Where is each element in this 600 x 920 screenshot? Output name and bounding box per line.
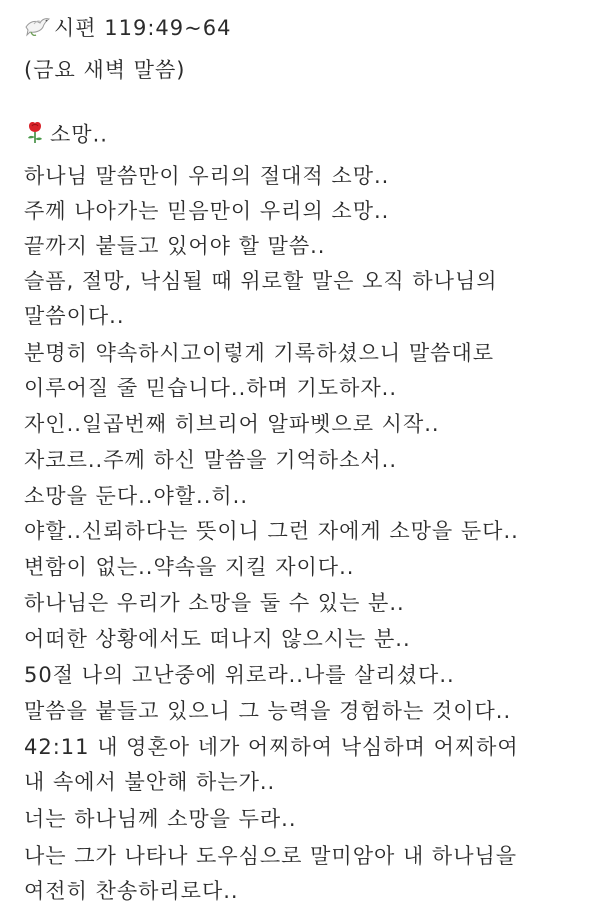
text-line: 어떠한 상황에서도 떠나지 않으시는 분..	[24, 627, 411, 651]
text-line: 주께 나아가는 믿음만이 우리의 소망..	[24, 199, 390, 223]
text-line: 50절 나의 고난중에 위로라..나를 살리셨다..	[24, 663, 455, 687]
text-line: 나는 그가 나타나 도우심으로 말미암아 내 하나님을	[24, 844, 518, 868]
page-title: 시편 119:49~64	[54, 16, 232, 40]
text-line: 슬픔, 절망, 낙심될 때 위로할 말은 오직 하나님의	[24, 269, 498, 293]
text-line: 이루어질 줄 믿습니다..하며 기도하자..	[24, 376, 398, 400]
text-line: 여전히 찬송하리로다..	[24, 879, 239, 903]
text-line: 말씀이다..	[24, 304, 125, 328]
text-line: 자인..일곱번째 히브리어 알파벳으로 시작..	[24, 412, 440, 436]
text-line: 너는 하나님께 소망을 두라..	[24, 807, 297, 831]
text-line: 소망을 둔다..야할..히..	[24, 484, 249, 508]
header-title-line	[24, 14, 231, 44]
text-line: 말씀을 붙들고 있으니 그 능력을 경험하는 것이다..	[24, 699, 512, 723]
section-title: 소망..	[50, 122, 108, 147]
rose-icon	[24, 120, 46, 151]
text-line: 변함이 없는..약속을 지킬 자이다..	[24, 555, 355, 579]
text-line: 끝까지 붙들고 있어야 할 말씀..	[24, 234, 326, 258]
text-line: 야할..신뢰하다는 뜻이니 그런 자에게 소망을 둔다..	[24, 519, 519, 543]
section-title-line	[24, 120, 108, 151]
text-line: 분명히 약속하시고이렇게 기록하셨으니 말씀대로	[24, 341, 495, 365]
dove-icon	[24, 15, 50, 44]
page-subtitle: (금요 새벽 말씀)	[24, 58, 186, 82]
text-line: 하나님은 우리가 소망을 둘 수 있는 분..	[24, 591, 405, 615]
text-line: 내 속에서 불안해 하는가..	[24, 770, 276, 794]
text-line: 하나님 말씀만이 우리의 절대적 소망..	[24, 164, 390, 188]
text-line: 42:11 내 영혼아 네가 어찌하여 낙심하며 어찌하여	[24, 735, 519, 759]
text-line: 자코르..주께 하신 말씀을 기억하소서..	[24, 448, 398, 472]
